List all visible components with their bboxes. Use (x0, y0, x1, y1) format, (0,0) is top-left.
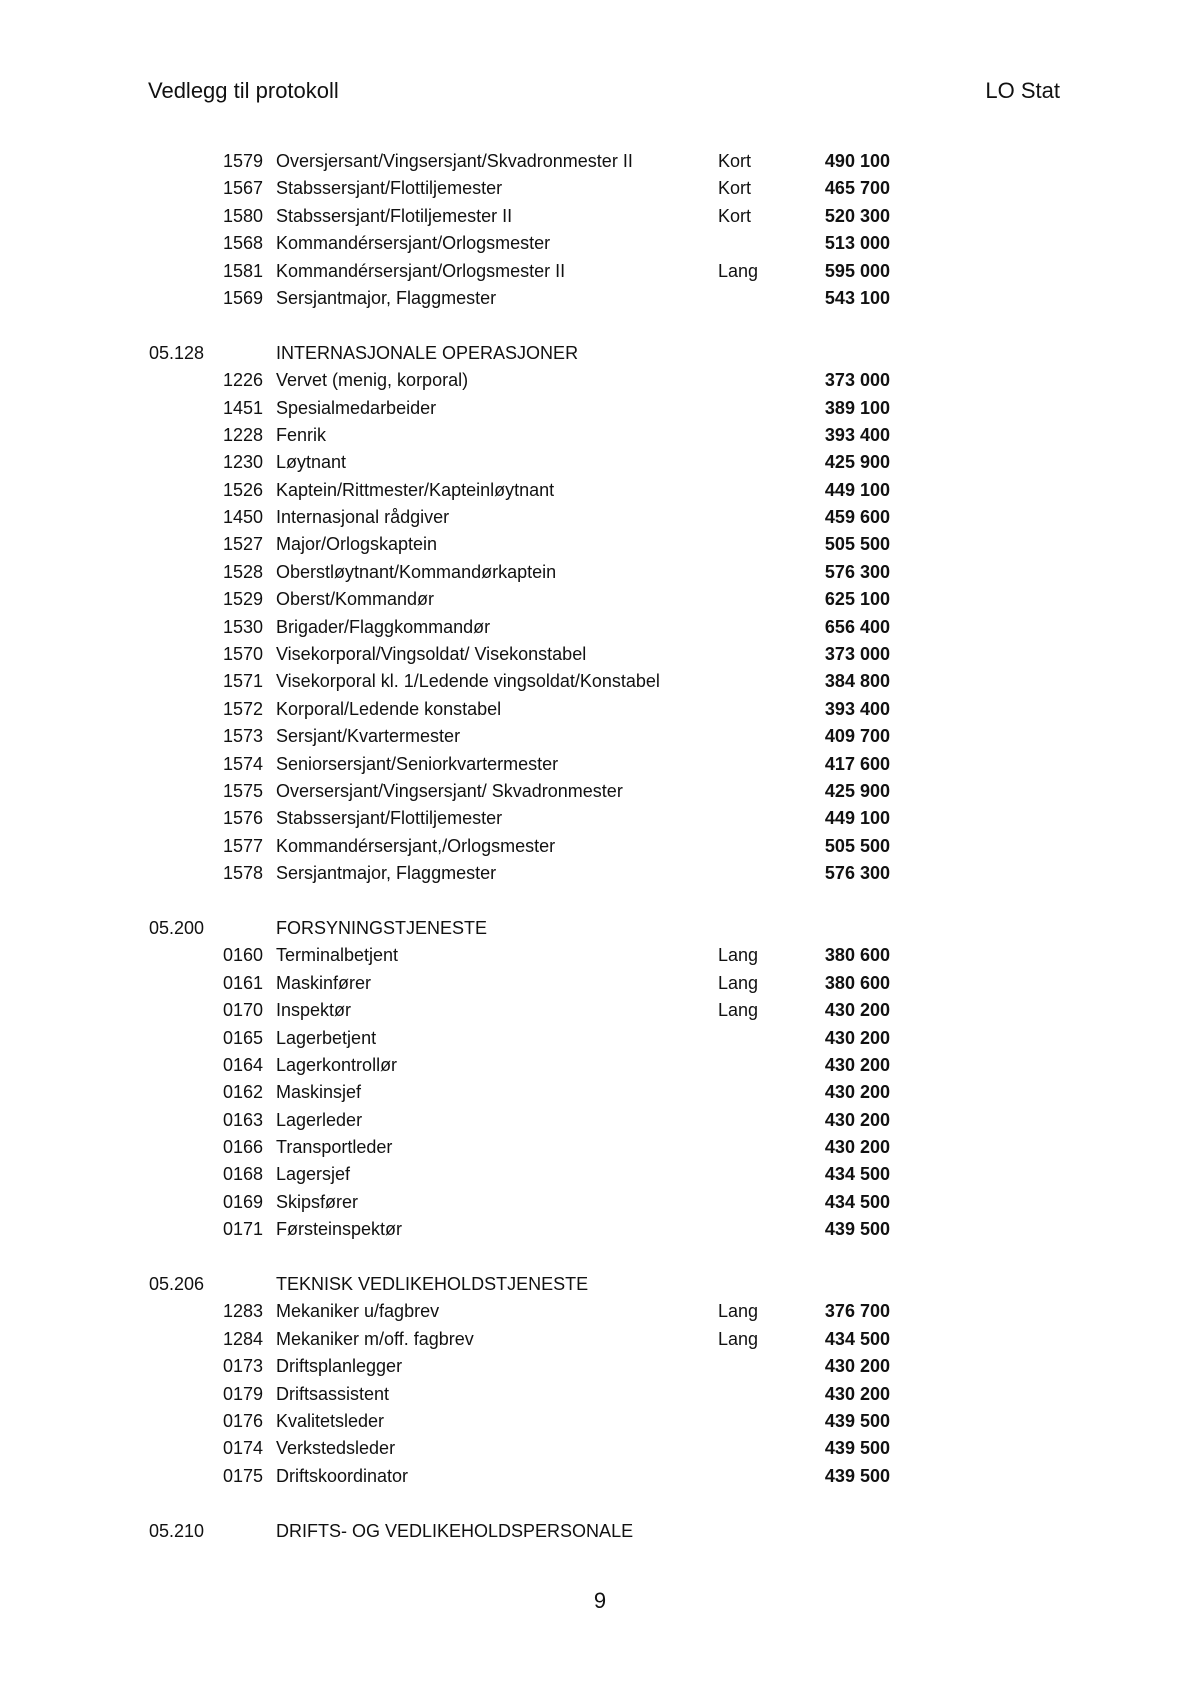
salary-amount: 513 000 (824, 233, 890, 254)
duration-label: Lang (718, 260, 759, 281)
table-row (0, 1134, 1200, 1161)
table-row (0, 1025, 1200, 1052)
duration-label: Kort (718, 178, 752, 199)
table-row (0, 668, 1200, 695)
position-code: 0174 (222, 1438, 263, 1459)
table-row (0, 422, 1200, 449)
section-number: 05.200 (149, 917, 205, 938)
salary-amount: 430 200 (824, 1356, 890, 1377)
section-heading (0, 1518, 1200, 1545)
salary-amount: 434 500 (824, 1164, 890, 1185)
table-row (0, 1353, 1200, 1380)
position-title: Fenrik (276, 424, 327, 445)
salary-amount: 389 100 (824, 397, 890, 418)
table-row (0, 1107, 1200, 1134)
position-code: 0169 (222, 1191, 263, 1212)
table-row (0, 148, 1200, 175)
table-row (0, 1189, 1200, 1216)
position-code: 0166 (222, 1137, 263, 1158)
salary-amount: 595 000 (824, 260, 890, 281)
table-row (0, 175, 1200, 202)
position-title: Sersjantmajor, Flaggmester (276, 863, 497, 884)
section-heading (0, 340, 1200, 367)
position-title: Stabssersjant/Flottiljemester (276, 178, 503, 199)
table-row (0, 449, 1200, 476)
position-title: Førsteinspektør (276, 1219, 403, 1240)
position-title: Lagerleder (276, 1109, 363, 1130)
position-code: 1574 (222, 753, 263, 774)
salary-table (0, 148, 1200, 1545)
salary-amount: 439 500 (824, 1438, 890, 1459)
table-row (0, 696, 1200, 723)
salary-amount: 373 000 (824, 644, 890, 665)
duration-label: Lang (718, 972, 759, 993)
section-spacer (0, 1490, 1200, 1517)
salary-amount: 430 200 (824, 1383, 890, 1404)
salary-amount: 425 900 (824, 452, 890, 473)
table-row (0, 1435, 1200, 1462)
salary-amount: 430 200 (824, 1137, 890, 1158)
position-code: 1572 (222, 698, 263, 719)
position-code: 0165 (222, 1027, 263, 1048)
salary-amount: 449 100 (824, 808, 890, 829)
salary-amount: 380 600 (824, 972, 890, 993)
position-title: Visekorporal kl. 1/Ledende vingsoldat/Konstabel (276, 671, 660, 692)
table-row (0, 1298, 1200, 1325)
position-title: Kommandérsersjant/Orlogsmester (276, 233, 551, 254)
duration-label: Lang (718, 1328, 759, 1349)
salary-amount: 393 400 (824, 424, 890, 445)
salary-amount: 520 300 (824, 205, 890, 226)
position-title: Oversjersant/Vingsersjant/Skvadronmester II (276, 151, 633, 171)
position-code: 1230 (222, 452, 263, 473)
table-row (0, 1381, 1200, 1408)
table-row (0, 531, 1200, 558)
position-title: Lagerkontrollør (276, 1054, 398, 1075)
section-spacer (0, 888, 1200, 915)
salary-amount: 576 300 (824, 561, 890, 582)
table-row (0, 395, 1200, 422)
position-code: 0160 (222, 945, 263, 966)
position-code: 0175 (222, 1465, 263, 1486)
position-code: 1450 (222, 507, 263, 528)
salary-amount: 576 300 (824, 863, 890, 884)
position-title: Oberst/Kommandør (276, 589, 435, 610)
section-heading (0, 915, 1200, 942)
table-row (0, 1408, 1200, 1435)
position-title: Inspektør (276, 1000, 352, 1021)
table-row (0, 833, 1200, 860)
salary-amount: 434 500 (824, 1328, 890, 1349)
table-row (0, 203, 1200, 230)
position-code: 0171 (222, 1219, 263, 1240)
position-code: 1581 (222, 260, 263, 281)
salary-amount: 373 000 (824, 370, 890, 391)
table-row (0, 586, 1200, 613)
duration-label: Lang (718, 945, 759, 966)
salary-amount: 505 500 (824, 835, 890, 856)
position-title: Sersjant/Kvartermester (276, 726, 461, 747)
position-code: 1580 (222, 205, 263, 226)
salary-amount: 439 500 (824, 1465, 890, 1486)
position-title: Verkstedsleder (276, 1438, 396, 1459)
section-spacer (0, 312, 1200, 339)
position-code: 1573 (222, 726, 263, 747)
position-title: Mekaniker u/fagbrev (276, 1301, 440, 1322)
position-code: 1283 (222, 1301, 263, 1322)
position-code: 1528 (222, 561, 263, 582)
position-title: Kommandérsersjant/Orlogsmester II (276, 260, 566, 281)
duration-label: Kort (718, 151, 752, 171)
salary-amount: 430 200 (824, 1027, 890, 1048)
position-code: 0168 (222, 1164, 263, 1185)
table-row (0, 970, 1200, 997)
salary-amount: 543 100 (824, 287, 890, 308)
duration-label: Lang (718, 1000, 759, 1021)
position-title: Lagersjef (276, 1164, 351, 1185)
salary-amount: 459 600 (824, 507, 890, 528)
salary-amount: 409 700 (824, 726, 890, 747)
salary-amount: 430 200 (824, 1082, 890, 1103)
position-title: Oberstløytnant/Kommandørkaptein (276, 561, 557, 582)
table-row (0, 285, 1200, 312)
table-row (0, 367, 1200, 394)
position-code: 1577 (222, 835, 263, 856)
table-row (0, 1326, 1200, 1353)
position-title: Korporal/Ledende konstabel (276, 698, 502, 719)
position-code: 0173 (222, 1356, 263, 1377)
position-title: Mekaniker m/off. fagbrev (276, 1328, 474, 1349)
position-title: Kommandérsersjant,/Orlogsmester (276, 835, 556, 856)
position-code: 1575 (222, 780, 263, 801)
table-row (0, 477, 1200, 504)
position-code: 1226 (222, 370, 263, 391)
section-number: 05.128 (149, 342, 205, 363)
salary-amount: 393 400 (824, 698, 890, 719)
header-left: Vedlegg til protokoll (148, 78, 339, 103)
salary-amount: 439 500 (824, 1219, 890, 1240)
position-title: Kvalitetsleder (276, 1410, 385, 1431)
table-row (0, 997, 1200, 1024)
position-title: Driftsplanlegger (276, 1356, 403, 1377)
table-row (0, 641, 1200, 668)
position-title: Kaptein/Rittmester/Kapteinløytnant (276, 479, 555, 500)
position-code: 1579 (222, 151, 263, 171)
table-row (0, 860, 1200, 887)
salary-amount: 425 900 (824, 780, 890, 801)
salary-amount: 430 200 (824, 1054, 890, 1075)
position-title: Driftsassistent (276, 1383, 390, 1404)
table-row (0, 559, 1200, 586)
position-code: 1567 (222, 178, 263, 199)
position-code: 0179 (222, 1383, 263, 1404)
salary-amount: 449 100 (824, 479, 890, 500)
salary-amount: 384 800 (824, 671, 890, 692)
position-title: Sersjantmajor, Flaggmester (276, 287, 497, 308)
salary-amount: 380 600 (824, 945, 890, 966)
position-code: 1228 (222, 424, 263, 445)
position-title: Løytnant (276, 452, 347, 473)
position-title: Internasjonal rådgiver (276, 507, 450, 528)
position-code: 1571 (222, 671, 263, 692)
salary-amount: 434 500 (824, 1191, 890, 1212)
table-row (0, 805, 1200, 832)
position-code: 1451 (222, 397, 263, 418)
position-code: 0163 (222, 1109, 263, 1130)
position-title: Skipsfører (276, 1191, 359, 1212)
section-title: TEKNISK VEDLIKEHOLDSTJENESTE (276, 1274, 589, 1295)
section-number: 05.210 (149, 1520, 205, 1541)
table-row (0, 1216, 1200, 1243)
salary-amount: 430 200 (824, 1109, 890, 1130)
salary-amount: 430 200 (824, 1000, 890, 1021)
position-code: 0176 (222, 1410, 263, 1431)
position-code: 1529 (222, 589, 263, 610)
position-title: Terminalbetjent (276, 945, 399, 966)
salary-amount: 490 100 (824, 151, 890, 171)
section-title: DRIFTS- OG VEDLIKEHOLDSPERSONALE (276, 1520, 634, 1541)
duration-label: Lang (718, 1301, 759, 1322)
position-title: Maskinfører (276, 972, 372, 993)
table-row (0, 1079, 1200, 1106)
section-number: 05.206 (149, 1274, 205, 1295)
position-title: Spesialmedarbeider (276, 397, 437, 418)
table-row (0, 778, 1200, 805)
position-code: 0164 (222, 1054, 263, 1075)
position-code: 0161 (222, 972, 263, 993)
position-code: 0162 (222, 1082, 263, 1103)
duration-label: Kort (718, 205, 752, 226)
position-title: Major/Orlogskaptein (276, 534, 438, 555)
position-title: Oversersjant/Vingsersjant/ Skvadronmester (276, 780, 623, 801)
position-title: Lagerbetjent (276, 1027, 377, 1048)
section-title: INTERNASJONALE OPERASJONER (276, 342, 579, 363)
salary-amount: 417 600 (824, 753, 890, 774)
page-number: 9 (593, 1588, 607, 1613)
position-title: Stabssersjant/Flotiljemester II (276, 205, 513, 226)
position-code: 1527 (222, 534, 263, 555)
salary-amount: 505 500 (824, 534, 890, 555)
position-title: Maskinsjef (276, 1082, 362, 1103)
position-code: 1568 (222, 233, 263, 254)
position-title: Visekorporal/Vingsoldat/ Visekonstabel (276, 644, 587, 665)
position-code: 1569 (222, 287, 263, 308)
salary-amount: 625 100 (824, 589, 890, 610)
salary-amount: 376 700 (824, 1301, 890, 1322)
table-row (0, 230, 1200, 257)
position-code: 0170 (222, 1000, 263, 1021)
section-title: FORSYNINGSTJENESTE (276, 917, 488, 938)
table-row (0, 1463, 1200, 1490)
position-title: Transportleder (276, 1137, 393, 1158)
position-code: 1530 (222, 616, 263, 637)
salary-amount: 656 400 (824, 616, 890, 637)
table-row (0, 942, 1200, 969)
position-title: Seniorsersjant/Seniorkvartermester (276, 753, 559, 774)
header-right: LO Stat (985, 78, 1060, 103)
position-code: 1578 (222, 863, 263, 884)
table-row (0, 1161, 1200, 1188)
position-title: Stabssersjant/Flottiljemester (276, 808, 503, 829)
section-heading (0, 1271, 1200, 1298)
position-title: Brigader/Flaggkommandør (276, 616, 491, 637)
position-code: 1526 (222, 479, 263, 500)
position-code: 1576 (222, 808, 263, 829)
table-row (0, 614, 1200, 641)
salary-amount: 439 500 (824, 1410, 890, 1431)
position-code: 1284 (222, 1328, 263, 1349)
salary-amount: 465 700 (824, 178, 890, 199)
table-row (0, 504, 1200, 531)
table-row (0, 723, 1200, 750)
section-spacer (0, 1244, 1200, 1271)
position-title: Driftskoordinator (276, 1465, 409, 1486)
position-code: 1570 (222, 644, 263, 665)
table-row (0, 258, 1200, 285)
position-title: Vervet (menig, korporal) (276, 370, 469, 391)
table-row (0, 751, 1200, 778)
table-row (0, 1052, 1200, 1079)
